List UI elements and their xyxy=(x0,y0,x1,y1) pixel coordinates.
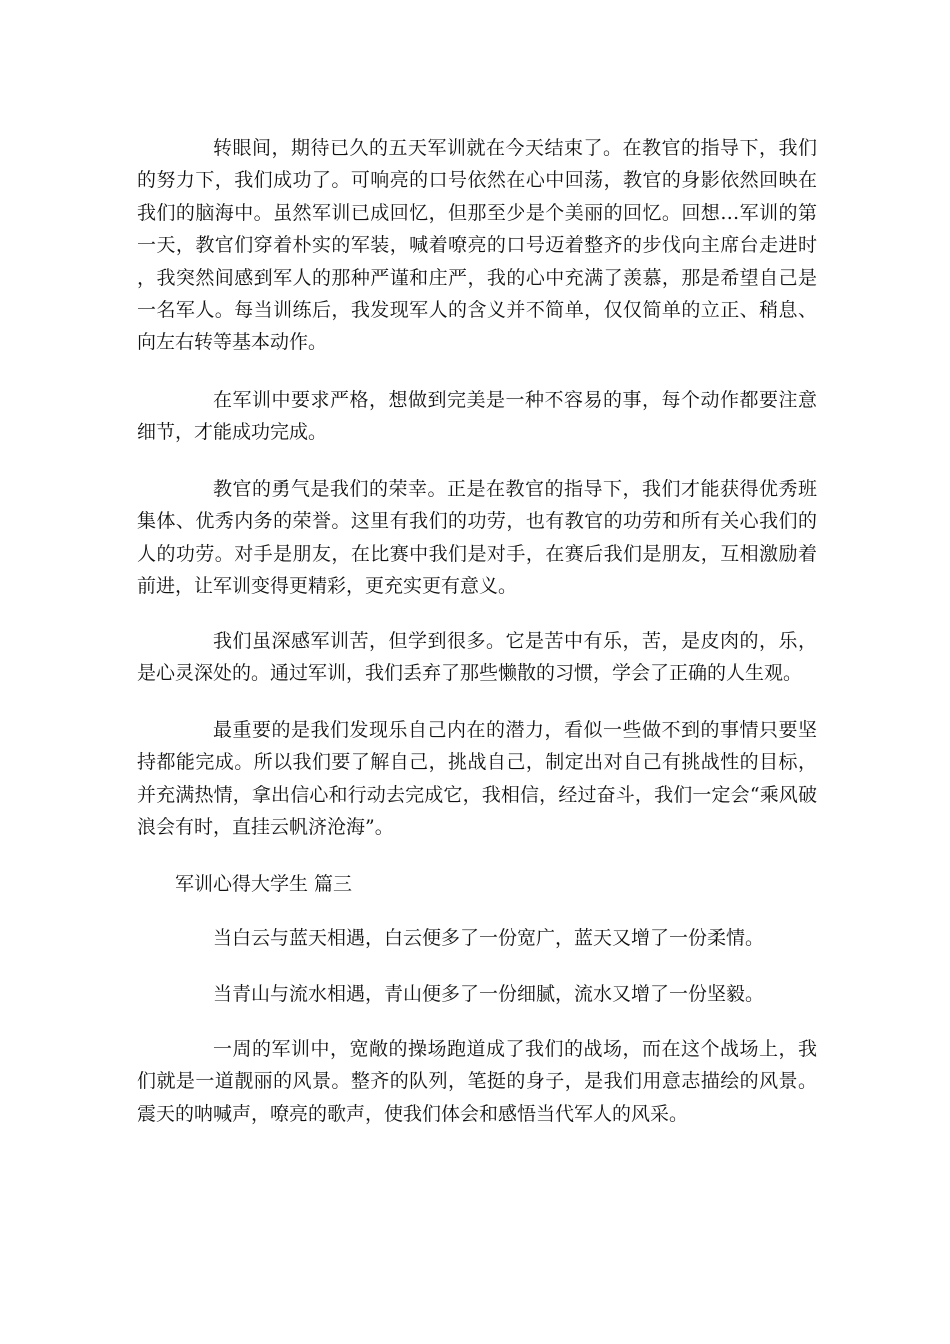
section-paragraph-3: 一周的军训中，宽敞的操场跑道成了我们的战场，而在这个战场上，我们就是一道靓丽的风景。整齐的队列，笔挺的身子，是我们用意志描绘的风景。震天的呐喊声，嘹亮的歌声，使我们体会和感悟当代军人的风采。 xyxy=(137,1038,817,1125)
paragraph-5: 最重要的是我们发现乐自己内在的潜力，看似一些做不到的事情只要坚持都能完成。所以我们要了解自己，挑战自己，制定出对自己有挑战性的目标，并充满热情，拿出信心和行动去完成它，我相信，经过奋斗，我们一定会“乘风破浪会有时，直挂云帆济沧海”。 xyxy=(137,719,817,839)
paragraph-4: 我们虽深感军训苦，但学到很多。它是苦中有乐，苦，是皮肉的，乐，是心灵深处的。通过军训，我们丢弃了那些懒散的习惯，学会了正确的人生观。 xyxy=(137,630,817,685)
paragraph-1: 转眼间，期待已久的五天军训就在今天结束了。在教官的指导下，我们的努力下，我们成功了。可响亮的口号依然在心中回荡，教官的身影依然回映在我们的脑海中。虽然军训已成回忆，但那至少是个美丽的回忆。回想…军训的第一天，教官们穿着朴实的军装，喊着嘹亮的口号迈着整齐的步伐向主席台走进时，我突然间感到军人的那种严谨和庄严，我的心中充满了羡慕，那是希望自己是一名军人。每当训练后，我发现军人的含义并不简单，仅仅简单的立正、稍息、向左右转等基本动作。 xyxy=(137,137,817,354)
section-paragraph-1: 当白云与蓝天相遇，白云便多了一份宽广，蓝天又增了一份柔情。 xyxy=(213,927,765,949)
paragraph-2: 在军训中要求严格，想做到完美是一种不容易的事，每个动作都要注意细节，才能成功完成。 xyxy=(137,389,817,444)
paragraph-3: 教官的勇气是我们的荣幸。正是在教官的指导下，我们才能获得优秀班集体、优秀内务的荣誉。这里有我们的功劳，也有教官的功劳和所有关心我们的人的功劳。对手是朋友，在比赛中我们是对手，在赛后我们是朋友，互相激励着前进，让军训变得更精彩，更充实更有意义。 xyxy=(137,478,817,598)
section-title: 军训心得大学生 篇三 xyxy=(175,873,353,895)
section-paragraph-2: 当青山与流水相遇，青山便多了一份细腻，流水又增了一份坚毅。 xyxy=(213,983,765,1005)
